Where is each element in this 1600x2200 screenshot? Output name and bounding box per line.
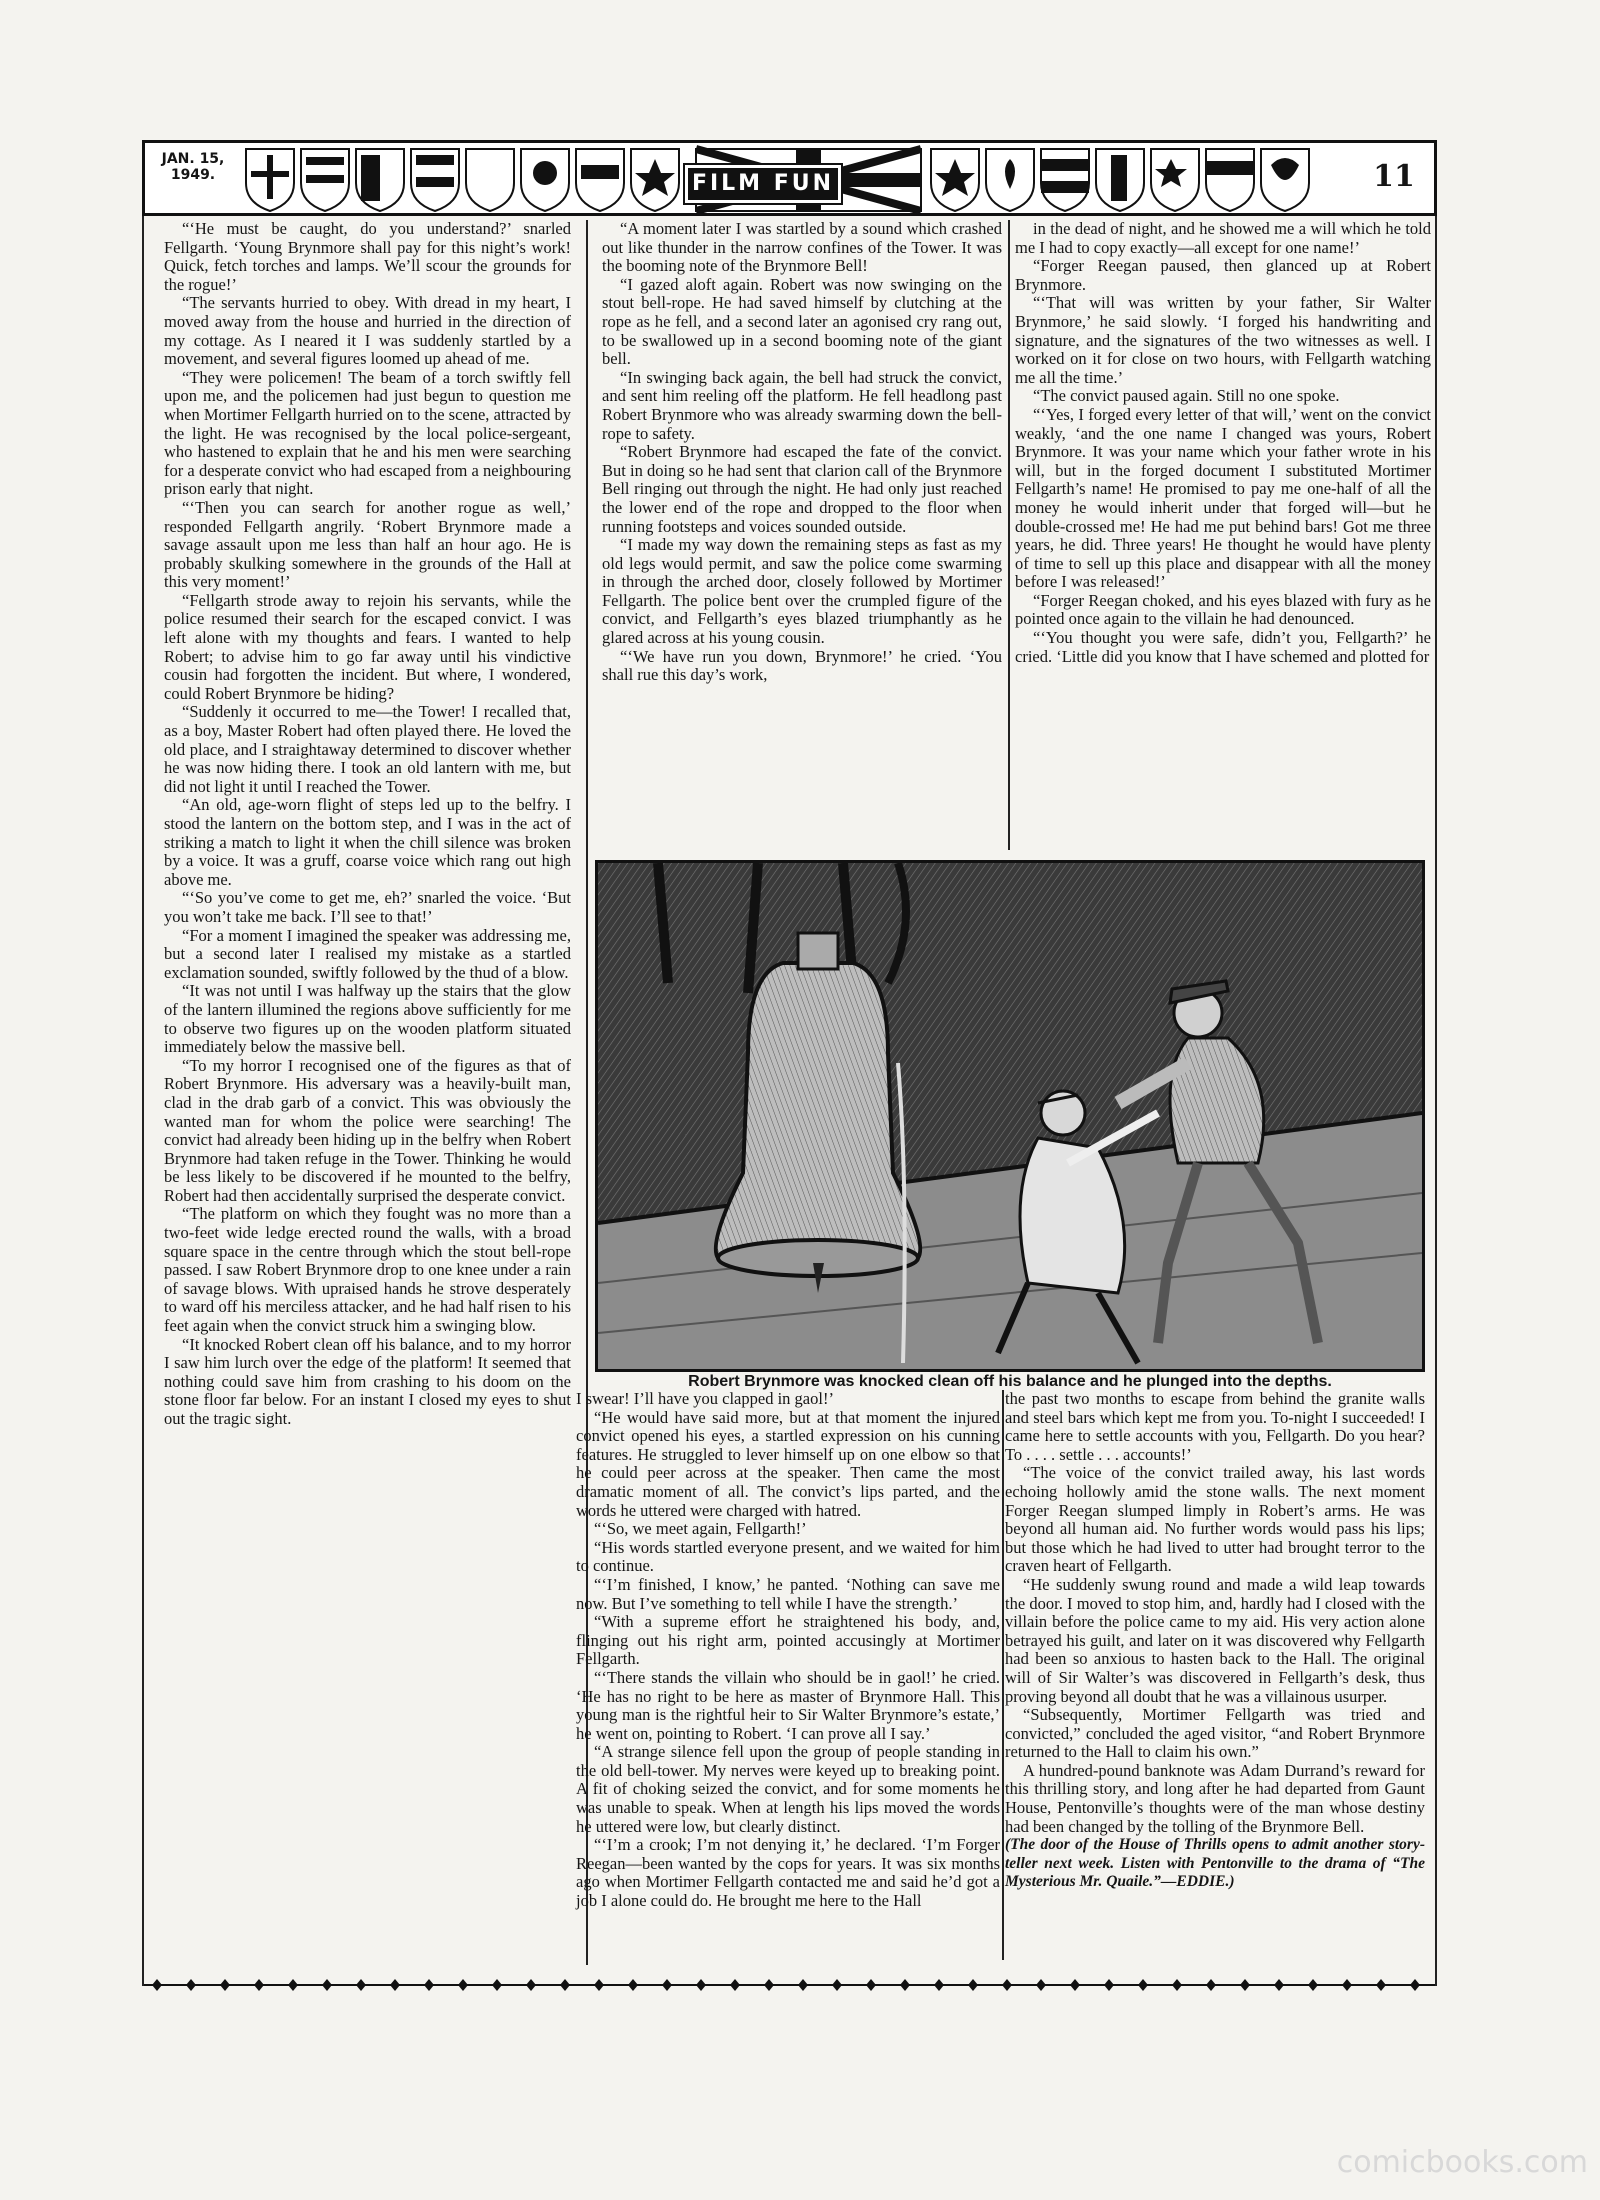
paragraph: “In swinging back again, the bell had struck the convict, and sent him reeling off the platform. He fell headlong past Robert Brynmore who was already swarming down the bell-rope to safety. <box>602 367 1002 443</box>
paragraph: “‘So, we meet again, Fellgarth!’ <box>594 1519 807 1539</box>
paragraph: “‘I’m finished, I know,’ he panted. ‘Nothing can save me now. But I’ve something to tell while I have the strength.’ <box>576 1574 1000 1613</box>
paragraph: “For a moment I imagined the speaker was addressing me, but a second later I realised my mistake as a startled exclamation sounded, swiftly followed by the thud of a blow. <box>164 925 571 982</box>
page-number: 11 <box>1373 159 1415 194</box>
border-diamond <box>322 1979 332 1991</box>
border-diamond <box>458 1979 468 1991</box>
paragraph: “The servants hurried to obey. With dread in my heart, I moved away from the house and hurried in the direction of my cottage. As I neared it I was suddenly startled by a movement, and several figures loomed up ahead of me. <box>164 293 571 369</box>
watermark: comicbooks.com <box>1336 2145 1588 2180</box>
border-diamond <box>220 1979 230 1991</box>
border-diamond <box>186 1979 196 1991</box>
article-column-3 <box>1015 220 1431 840</box>
paragraph: “‘That will was written by your father, Sir Walter Brynmore,’ he said slowly. ‘I forged his handwriting and signature, and the signatures of the two witnesses as well. I worked on it for close on two hours, with Fellgarth watching me all the time.’ <box>1015 293 1431 387</box>
paragraph: “Subsequently, Mortimer Fellgarth was tried and convicted,” concluded the aged visitor, “and Robert Brynmore returned to the Hall to claim his own.” <box>1005 1705 1425 1762</box>
border-diamond <box>1410 1979 1420 1991</box>
paragraph: A hundred-pound banknote was Adam Durrand’s reward for this thrilling story, and long after he had departed from Gaunt House, Pentonville’s thoughts were of the man whose destiny had been changed by the tolling of the Brynmore Bell. <box>1005 1760 1425 1836</box>
column-rule <box>1002 1390 1004 1960</box>
issue-date-line1: JAN. 15, <box>161 151 225 167</box>
border-diamond <box>560 1979 570 1991</box>
paragraph: “Forger Reegan choked, and his eyes blazed with fury as he pointed once again to the villain he had denounced. <box>1015 590 1431 629</box>
issue-date <box>153 151 233 183</box>
page-header <box>142 140 1437 216</box>
magazine-page <box>142 140 1437 2040</box>
decorative-bottom-border <box>142 1975 1437 1995</box>
paragraph: “I gazed aloft again. Robert was now swinging on the stout bell-rope. He had saved himself by clutching at the rope as he fell, and a second later an agonised cry rang out, to be swallowed up in a second booming note of the giant bell. <box>602 274 1002 369</box>
paragraph: “To my horror I recognised one of the figures as that of Robert Brynmore. His adversary was a heavily-built man, clad in the drab garb of a convict. This was obviously the wanted man for whom the police were searching! The convict had already been hiding up in the belfry when Robert Brynmore had taken refuge in the Tower. Thinking he would be less likely to be discovered if he mounted to the belfry, Robert had then accidentally surprised the desperate convict. <box>164 1055 571 1205</box>
paragraph: “The voice of the convict trailed away, his last words echoing hollowly amid the stone walls. The next moment Forger Reegan slumped limply in Robert’s arms. He was beyond all human aid. No further words would pass his lips; but those which he had lived to utter had brought terror to the craven heart of Fellgarth. <box>1005 1463 1425 1576</box>
paragraph: “A moment later I was startled by a sound which crashed out like thunder in the narrow confines of the Tower. It was the booming note of the Brynmore Bell! <box>602 219 1002 276</box>
border-diamond <box>1002 1979 1012 1991</box>
border-diamond <box>1308 1979 1318 1991</box>
paragraph: “Fellgarth strode away to rejoin his servants, while the police resumed their search for the escaped convict. I was left alone with my thoughts and fears. I wanted to help Robert; to advise him to go far away until his vindictive cousin had forgotten the incident. But where, I wondered, could Robert Brynmore be hiding? <box>164 590 571 703</box>
border-diamond <box>662 1979 672 1991</box>
border-diamond <box>764 1979 774 1991</box>
border-diamond <box>1342 1979 1352 1991</box>
border-diamond <box>254 1979 264 1991</box>
paragraph: “Robert Brynmore had escaped the fate of the convict. But in doing so he had sent that clarion call of the Brynmore Bell ringing out through the night. He had only just reached the lower end of the rope and dropped to the floor when running footsteps and voices sounded outside. <box>602 442 1002 536</box>
article-column-2 <box>602 220 1002 840</box>
border-diamond <box>1206 1979 1216 1991</box>
border-diamond <box>492 1979 502 1991</box>
paragraph: “‘I’m a crook; I’m not denying it,’ he declared. ‘I’m Forger Reegan—been wanted by the cops for years. It was six months ago when Mortimer Fellgarth contacted me and said he’d got a job I alone could do. He brought me here to the Hall <box>576 1835 1000 1911</box>
masthead-title: FILM FUN <box>685 165 841 203</box>
column-rule <box>1008 220 1010 850</box>
border-diamond <box>424 1979 434 1991</box>
border-diamond <box>1274 1979 1284 1991</box>
paragraph: “‘Yes, I forged every letter of that will,’ went on the convict weakly, ‘and the one name I changed was yours, Robert Brynmore. It was your name which your father wrote in his will, but in the forged document I substituted Mortimer Fellgarth’s name! He promised to pay me one-half of all the money he would inherit under that forged will—but he double-crossed me! He had me put behind bars! Got me three years, he did. Three years! He thought he would have plenty of time to sell up this place and disappear with all the money before I was released!’ <box>1015 404 1431 592</box>
illustration-caption: Robert Brynmore was knocked clean off his balance and he plunged into the depths. <box>688 1373 1332 1390</box>
paragraph: the past two months to escape from behind the granite walls and steel bars which kept me from you. To-night I succeeded! I came here to settle accounts with you, Fellgarth. Do you hear? To . . . . settle . . . accounts!’ <box>1005 1389 1425 1464</box>
paragraph: “His words startled everyone present, and we waited for him to continue. <box>576 1537 1000 1576</box>
border-diamond <box>832 1979 842 1991</box>
issue-date-line2: 1949. <box>170 167 216 183</box>
paragraph: “‘You thought you were safe, didn’t you, Fellgarth?’ he cried. ‘Little did you know that I have schemed and plotted for <box>1015 628 1431 666</box>
left-border-rule <box>142 216 144 1986</box>
border-diamond <box>1036 1979 1046 1991</box>
paragraph: “With a supreme effort he straightened his body, and, flinging out his right arm, pointed accusingly at Mortimer Fellgarth. <box>576 1612 1000 1669</box>
paragraph: “‘Then you can search for another rogue as well,’ responded Fellgarth angrily. ‘Robert Brynmore made a savage assault upon me less than half an hour ago. He is probably skulking somewhere in the grounds of the Hall at this very moment!’ <box>164 497 571 592</box>
paragraph: “‘So you’ve come to get me, eh?’ snarled the voice. ‘But you won’t take me back. I’ll see to that!’ <box>164 888 571 926</box>
paragraph: “They were policemen! The beam of a torch swiftly fell upon me, and the policemen had just begun to question me when Mortimer Fellgarth hurried on to the scene, attracted by the light. He was recognised by the local police-sergeant, who hastened to explain that he and his men were searching for a desperate convict who had escaped from a neighbouring prison early that night. <box>164 367 571 499</box>
article-column-5 <box>1005 1390 1425 1960</box>
paragraph: “Suddenly it occurred to me—the Tower! I recalled that, as a boy, Master Robert had often played there. He loved the old place, and I straightaway determined to discover whether he was now hiding there. I took an old lantern with me, but did not light it until I reached the Tower. <box>164 702 571 796</box>
paragraph: “He would have said more, but at that moment the injured convict opened his eyes, a startled expression on his cunning features. He struggled to lever himself up on one elbow so that he could peer across at the speaker. Then came the most dramatic moment of all. The convict’s lips parted, and the words he uttered were charged with hatred. <box>576 1407 1000 1520</box>
border-diamond <box>1172 1979 1182 1991</box>
bell-tower-illustration <box>595 860 1425 1372</box>
paragraph: “It was not until I was halfway up the stairs that the glow of the lantern illumined the regions above sufficiently for me to observe two figures up on the wooden platform situated immediately below the massive bell. <box>164 981 571 1057</box>
border-diamond <box>696 1979 706 1991</box>
border-diamond <box>1240 1979 1250 1991</box>
paragraph: “‘There stands the villain who should be in gaol!’ he cried. ‘He has no right to be here as master of Brynmore Hall. This young man is the rightful heir to Sir Walter Brynmore’s estate,’ he went on, pointing to Robert. ‘I can prove all I say.’ <box>576 1667 1000 1743</box>
border-diamond <box>1376 1979 1386 1991</box>
border-diamond <box>526 1979 536 1991</box>
border-diamond <box>390 1979 400 1991</box>
paragraph: “The platform on which they fought was no more than a two-feet wide ledge erected round the walls, with a broad square space in the centre through which the stout bell-rope passed. I saw Robert Brynmore drop to one knee under a rain of savage blows. With upraised hands he strove desperately to ward off his merciless attacker, and he had half risen to his feet again when the convict struck him a swinging blow. <box>164 1204 571 1336</box>
paragraph: “It knocked Robert clean off his balance, and to my horror I saw him lurch over the edge of the platform! It seemed that nothing could save him from crashing to his doom on the stone floor far below. For an instant I closed my eyes to shut out the tragic sight. <box>164 1334 571 1428</box>
border-diamond <box>968 1979 978 1991</box>
paragraph: “The convict paused again. Still no one spoke. <box>1033 386 1340 406</box>
paragraph: in the dead of night, and he showed me a will which he told me I had to copy exactly—all except for one name!’ <box>1015 219 1431 257</box>
border-diamond <box>900 1979 910 1991</box>
article-column-4 <box>576 1390 1000 1960</box>
border-diamond <box>798 1979 808 1991</box>
paragraph: “‘We have run you down, Brynmore!’ he cried. ‘You shall rue this day’s work, <box>602 646 1002 685</box>
border-diamond <box>1138 1979 1148 1991</box>
border-diamond <box>288 1979 298 1991</box>
article-column-1 <box>164 220 571 1965</box>
border-diamond <box>866 1979 876 1991</box>
paragraph: “I made my way down the remaining steps as fast as my old legs would permit, and saw the police come swarming in through the arched door, closely followed by Mortimer Fellgarth. The police bent over the crumpled figure of the convict, and Fellgarth’s eyes blazed triumphantly as he glared across at his young cousin. <box>602 535 1002 648</box>
border-diamond <box>730 1979 740 1991</box>
border-diamond <box>628 1979 638 1991</box>
bell-fight-drawing <box>598 863 1422 1369</box>
border-diamond <box>1070 1979 1080 1991</box>
border-diamond <box>1104 1979 1114 1991</box>
border-diamond <box>356 1979 366 1991</box>
next-week-footnote: (The door of the House of Thrills opens to admit another story-teller next week. Listen with Pentonville to the drama of “The Mysterious Mr. Quaile.”—EDDIE.) <box>1005 1836 1425 1891</box>
border-diamond <box>152 1979 162 1991</box>
paragraph: “An old, age-worn flight of steps led up to the belfry. I stood the lantern on the bottom step, and I was in the act of striking a match to light it when the chill silence was broken by a voice. It was a gruff, coarse voice which rang out high above me. <box>164 795 571 889</box>
paragraph: “‘He must be caught, do you understand?’ snarled Fellgarth. ‘Young Brynmore shall pay for this night’s work! Quick, fetch torches and lamps. We’ll scour the grounds for the rogue!’ <box>164 219 571 294</box>
paragraph: “Forger Reegan paused, then glanced up at Robert Brynmore. <box>1015 256 1431 294</box>
right-border-rule <box>1435 216 1437 1986</box>
border-diamond <box>934 1979 944 1991</box>
border-diamond <box>594 1979 604 1991</box>
paragraph: “He suddenly swung round and made a wild leap towards the door. I moved to stop him, and, hardly had I closed with the villain before the police came to my aid. His very action alone betrayed his guilt, and later on it was discovered why Fellgarth had been so anxious to hasten back to the Hall. The original will of Sir Walter’s was discovered in Fellgarth’s desk, thus proving beyond all doubt that he was a villainous usurper. <box>1005 1574 1425 1706</box>
paragraph: “A strange silence fell upon the group of people standing in the old bell-tower. My nerves were keyed up to breaking point. A fit of choking seized the convict, and for some moments he was unable to speak. When at length his lips moved the words he uttered were low, but clearly distinct. <box>576 1742 1000 1836</box>
paragraph: I swear! I’ll have you clapped in gaol!’ <box>576 1389 834 1408</box>
